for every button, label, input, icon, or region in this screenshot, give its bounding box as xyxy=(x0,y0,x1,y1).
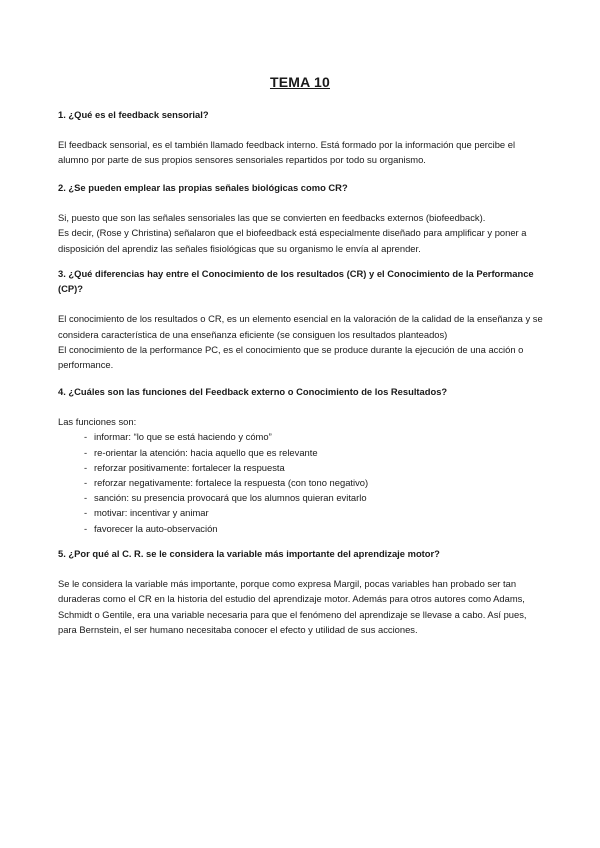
answer-2-paragraph-2: Es decir, (Rose y Christina) señalaron que el biofeedback está especialmente diseñado para amplificar y poner a disposición del aprendiz las señales fisiológicas que su organismo le envía al aprender. xyxy=(58,227,527,254)
answer-3-paragraph-2: El conocimiento de la performance PC, es el conocimiento que se produce durante la ejecución de una acción o performance. xyxy=(58,343,524,371)
list-item: - reforzar negativamente: fortalece la respuesta (con tono negativo) xyxy=(86,475,544,490)
functions-intro: Las funciones son: xyxy=(58,416,137,428)
answer-5-paragraph-1: Se le considera la variable más importante, porque como expresa Margil, pocas variables han probado ser tan duraderas como el CR en la historia del estudio del aprendizaje motor. Además para otros autores como Adams, Schmidt o Gentile, era una variable necesaria para que el fenómeno del aprendizaje se llevase a cabo. Así pues, para Bernstein, el ser humano necesitaba conocer el efecto y utilidad de sus acciones. xyxy=(58,578,527,635)
section-2 xyxy=(58,180,544,256)
question-3: 3. ¿Qué diferencias hay entre el Conocimiento de los resultados (CR) y el Conocimiento de la Performance (CP)? xyxy=(58,268,534,295)
list-item: - motivar: incentivar y animar xyxy=(86,505,544,520)
list-item: - sanción: su presencia provocará que los alumnos quieran evitarlo xyxy=(86,490,544,505)
answer-3-paragraph-1: El conocimiento de los resultados o CR, es un elemento esencial en la valoración de la calidad de la enseñanza y se considera característica de una enseñanza eficiente (se consiguen los resultados planteados) xyxy=(58,313,543,340)
document-title: TEMA 10 xyxy=(269,74,330,90)
list-item: - re-orientar la atención: hacia aquello que es relevante xyxy=(86,445,544,460)
section-4 xyxy=(58,384,544,536)
question-4: 4. ¿Cuáles son las funciones del Feedback externo o Conocimiento de los Resultados? xyxy=(58,386,448,397)
answer-1-paragraph-1: El feedback sensorial, es el también llamado feedback interno. Está formado por la información que percibe el alumno por parte de sus propios sensores sensoriales repartidos por todo su organismo. xyxy=(58,139,516,166)
question-2: 2. ¿Se pueden emplear las propias señales biológicas como CR? xyxy=(58,182,348,193)
answer-2-paragraph-1: Si, puesto que son las señales sensoriales las que se convierten en feedbacks externos (biofeedback). xyxy=(58,212,486,224)
section-3 xyxy=(58,266,544,372)
functions-list xyxy=(58,429,544,535)
question-5: 5. ¿Por qué al C. R. se le considera la variable más importante del aprendizaje motor? xyxy=(58,548,440,559)
section-1 xyxy=(58,107,544,168)
list-item: - favorecer la auto-observación xyxy=(86,521,544,536)
list-item: - informar: “lo que se está haciendo y cómo” xyxy=(86,429,544,444)
section-5 xyxy=(58,546,544,637)
question-1: 1. ¿Qué es el feedback sensorial? xyxy=(58,109,209,120)
list-item: - reforzar positivamente: fortalecer la respuesta xyxy=(86,460,544,475)
